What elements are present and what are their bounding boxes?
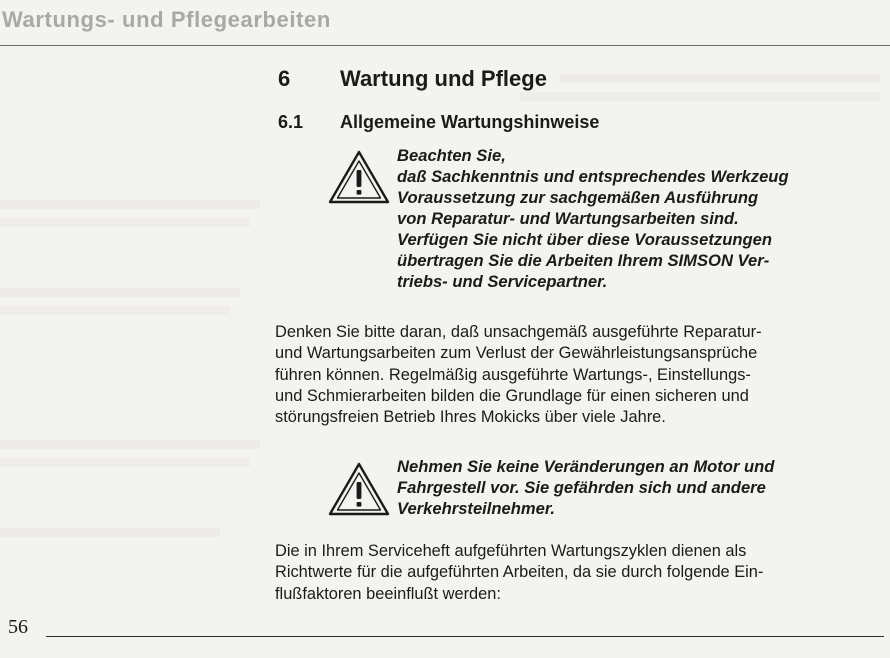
warning-triangle-icon [328,462,390,516]
paragraph-line: führen können. Regelmäßig ausgeführte Wartungs-, Einstellungs- [275,365,751,384]
chapter-title: Wartung und Pflege [340,66,547,91]
warning-line: Fahrgestell vor. Sie gefährden sich und andere [397,478,766,497]
footer-rule [46,636,884,637]
warning-line: triebs- und Servicepartner. [397,272,608,291]
warning-text-1 [397,145,873,292]
paragraph-line: und Wartungsarbeiten zum Verlust der Gewährleistungsansprüche [275,344,758,363]
warning-line: Voraussetzung zur sachgemäßen Ausführung [397,188,759,207]
warning-text-2 [397,456,873,519]
paragraph-1 [275,322,873,428]
chapter-number: 6 [278,66,291,91]
warning-line: Beachten Sie, [397,146,506,165]
page-number: 56 [8,616,28,638]
header-rule [0,45,890,46]
warning-line: Nehmen Sie keine Veränderungen an Motor und [397,457,775,476]
warning-line: Verkehrsteilnehmer. [397,499,556,518]
paragraph-line: Die in Ihrem Serviceheft aufgeführten Wartungszyklen dienen als [275,542,747,560]
section-title: Allgemeine Wartungshinweise [340,112,600,132]
warning-line: daß Sachkenntnis und entsprechendes Werkzeug [397,167,789,186]
paragraph-2 [275,541,873,605]
section-number: 6.1 [278,112,304,132]
running-header: Wartungs- und Pflegearbeiten [2,7,331,32]
warning-line: von Reparatur- und Wartungsarbeiten sind. [397,209,739,228]
warning-triangle-icon [328,150,390,204]
paragraph-line: störungsfreien Betrieb Ihres Mokicks über viele Jahre. [275,408,666,427]
paragraph-line: Denken Sie bitte daran, daß unsachgemäß ausgeführte Reparatur- [275,323,762,341]
paragraph-line: flußfaktoren beeinflußt werden: [275,584,501,603]
paragraph-line: Richtwerte für die aufgeführten Arbeiten, da sie durch folgende Ein- [275,563,764,582]
warning-line: Verfügen Sie nicht über diese Voraussetzungen [397,230,772,249]
paragraph-line: und Schmierarbeiten bilden die Grundlage für einen sicheren und [275,386,749,405]
warning-line: übertragen Sie die Arbeiten Ihrem SIMSON Ver- [397,251,770,270]
